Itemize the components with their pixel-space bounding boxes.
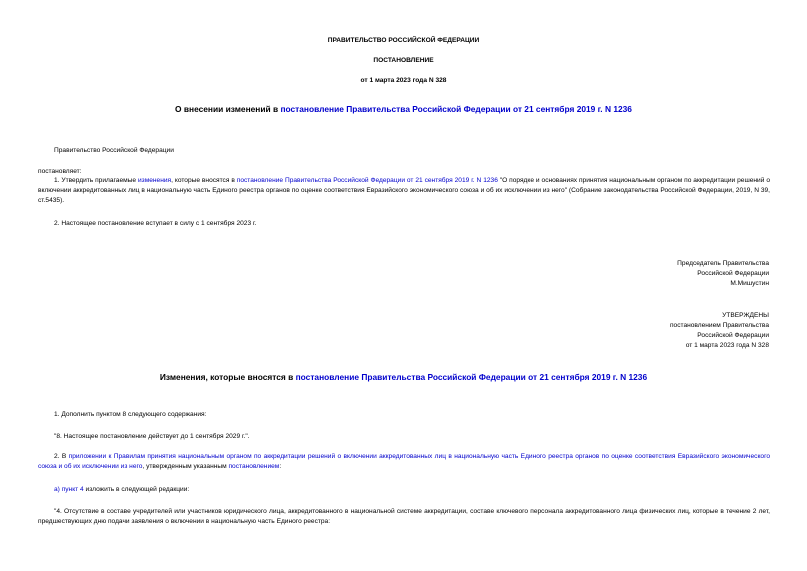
changes-title (0, 372, 807, 382)
item1-text-c: "О порядке и основаниях принятия национальным органом по аккредитации решений о включении аккредитованных лиц в национальную часть Единого реестра органов по оценке соответствия Евразийского экономического союза и об их исключении из него" (Собрание законодательства Российской Федерации, 2019, N 39, ст.5435). (38, 177, 770, 204)
item-2-paragraph: 2. Настоящее постановление вступает в силу с 1 сентября 2023 г. (54, 220, 257, 227)
org-heading: ПРАВИТЕЛЬСТВО РОССИЙСКОЙ ФЕДЕРАЦИИ (327, 37, 480, 44)
decides-line: постановляет: (38, 168, 82, 175)
changes-item2-b: , утвержденным указанным (142, 463, 229, 470)
changes-item-1: 1. Дополнить пунктом 8 следующего содержания: (54, 411, 207, 418)
changes-item2-a: 2. В (54, 453, 69, 460)
approved-block (670, 311, 769, 351)
approved-line-2: постановлением Правительства (669, 322, 769, 329)
changes-title-link[interactable]: постановление Правительства Российской Федерации от 21 сентября 2019 г. N 1236 (295, 372, 648, 382)
subitem-a (54, 485, 189, 495)
signature-line-2: Российской Федерации (697, 270, 769, 277)
title-link[interactable]: постановление Правительства Российской Федерации от 21 сентября 2019 г. N 1236 (280, 104, 632, 114)
government-line: Правительство Российской Федерации (54, 147, 174, 154)
approved-line-3: Российской Федерации (697, 332, 769, 339)
changes-title-prefix: Изменения, которые вносятся в (159, 372, 296, 382)
changes-item2-c: : (279, 463, 282, 470)
subitem-a-text: изложить в следующей редакции: (83, 486, 190, 493)
approved-line-1: УТВЕРЖДЕНЫ (722, 312, 769, 319)
changes-item-2 (38, 452, 770, 472)
changes-quote-8: "8. Настоящее постановление действует до 1 сентября 2029 г.". (54, 433, 250, 440)
item1-text-a: 1. Утвердить прилагаемые (54, 177, 138, 184)
signature-line-3: М.Мишустин (730, 280, 769, 287)
item1-text-b: , которые вносятся в (171, 177, 237, 184)
signature-block (677, 259, 769, 289)
document-title (0, 104, 807, 114)
resolution-link[interactable]: постановление Правительства Российской Федерации от 21 сентября 2019 г. N 1236 (236, 177, 498, 184)
item-1-paragraph (38, 176, 770, 206)
point-4-link[interactable]: а) пункт 4 (54, 486, 84, 493)
signature-line-1: Председатель Правительства (677, 260, 769, 267)
date-number: от 1 марта 2023 года N 328 (360, 77, 447, 84)
changes-link[interactable]: изменения (138, 177, 172, 184)
doc-type-heading: ПОСТАНОВЛЕНИЕ (373, 57, 434, 64)
point-4-quote: "4. Отсутствие в составе учредителей или участников юридического лица, аккредитованного в национальной системе аккредитации, составе ключевого персонала аккредитованного лица физических лиц, которые в течение 2 лет, предшествующих дню подачи заявления о включении в национальную часть Единого реестра: (38, 508, 770, 525)
resolution-short-link[interactable]: постановлением (228, 463, 280, 470)
appendix-link[interactable]: приложении к Правилам принятия национальным органом по аккредитации решений о включении аккредитованных лиц в национальную часть Единого реестра органов по оценке соответствия Евразийского экономического союза и об их исключении из него (38, 453, 771, 470)
approved-line-4: от 1 марта 2023 года N 328 (685, 342, 769, 349)
title-prefix: О внесении изменений в (175, 104, 281, 114)
